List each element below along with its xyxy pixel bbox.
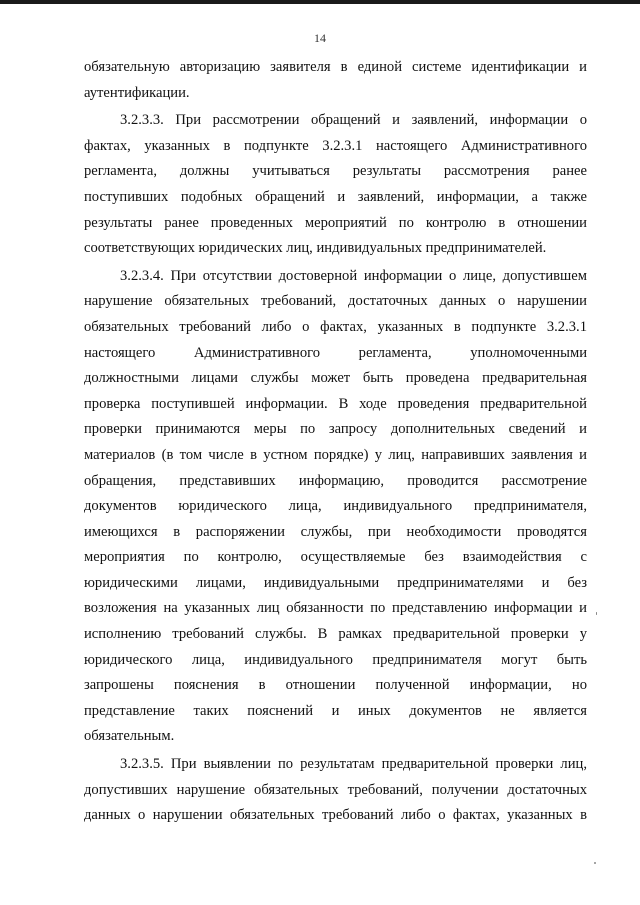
text-line: юридического лица, индивидуального предпринимателя могут быть — [84, 651, 587, 668]
text-line: проверка поступившей информации. В ходе проведения предварительной — [84, 395, 587, 412]
paragraph-continuation — [84, 55, 587, 106]
text-line: поступивших подобных обращений и заявлений, информации, а также — [84, 188, 587, 205]
text-line: имеющихся в распоряжении службы, при необходимости проводятся — [84, 523, 587, 540]
text-line: соответствующих юридических лиц, индивидуальных предпринимателей. — [84, 240, 547, 257]
text-line: 3.2.3.4. При отсутствии достоверной информации о лице, допустившем — [120, 267, 587, 284]
page-number: 14 — [314, 31, 326, 45]
text-line: должностными лицами службы может быть проведена предварительная — [84, 370, 587, 387]
text-line: обязательных требований либо о фактах, указанных в подпункте 3.2.3.1 — [84, 318, 587, 335]
text-line: материалов (в том числе в устном порядке) у лиц, направивших заявления и — [84, 446, 587, 463]
text-line: обязательную авторизацию заявителя в единой системе идентификации и — [84, 59, 587, 75]
text-line: регламента, должны учитываться результаты рассмотрения ранее — [84, 163, 587, 180]
document-body — [84, 55, 587, 831]
text-line: нарушение обязательных требований, достаточных данных о нарушении — [84, 293, 587, 310]
paragraph-3-2-3-3 — [84, 108, 587, 262]
text-line: данных о нарушении обязательных требований либо о фактах, указанных в — [84, 807, 587, 824]
text-line: аутентификации. — [84, 84, 190, 101]
text-line: обращения, представивших информацию, проводится рассмотрение — [84, 472, 587, 489]
top-border-rule — [0, 0, 640, 4]
scan-speck — [594, 862, 596, 864]
text-line: настоящего Административного регламента, уполномоченными — [84, 344, 587, 361]
text-line: фактах, указанных в подпункте 3.2.3.1 настоящего Административного — [84, 137, 587, 154]
text-line: мероприятия по контролю, осуществляемые без взаимодействия с — [84, 549, 587, 566]
text-line: запрошены пояснения в отношении полученной информации, но — [84, 677, 587, 694]
text-line: исполнению требований службы. В рамках предварительной проверки у — [84, 626, 587, 643]
text-line: представление таких пояснений и иных документов не является — [84, 702, 587, 719]
scan-speck — [596, 612, 597, 615]
text-line: проверки принимаются меры по запросу дополнительных сведений и — [84, 421, 587, 438]
text-line: юридическими лицами, индивидуальными предпринимателями и без — [84, 574, 587, 591]
paragraph-3-2-3-4 — [84, 264, 587, 750]
text-line: допустивших нарушение обязательных требований, получении достаточных — [84, 781, 587, 798]
text-line: 3.2.3.5. При выявлении по результатам предварительной проверки лиц, — [120, 756, 587, 773]
text-line: обязательным. — [84, 728, 175, 745]
text-line: документов юридического лица, индивидуального предпринимателя, — [84, 498, 587, 515]
paragraph-3-2-3-5 — [84, 752, 587, 829]
text-line: возложения на указанных лиц обязанности по представлению информации и — [84, 600, 587, 617]
text-line: 3.2.3.3. При рассмотрении обращений и заявлений, информации о — [120, 112, 587, 129]
text-line: результаты ранее проведенных мероприятий по контролю в отношении — [84, 214, 587, 231]
